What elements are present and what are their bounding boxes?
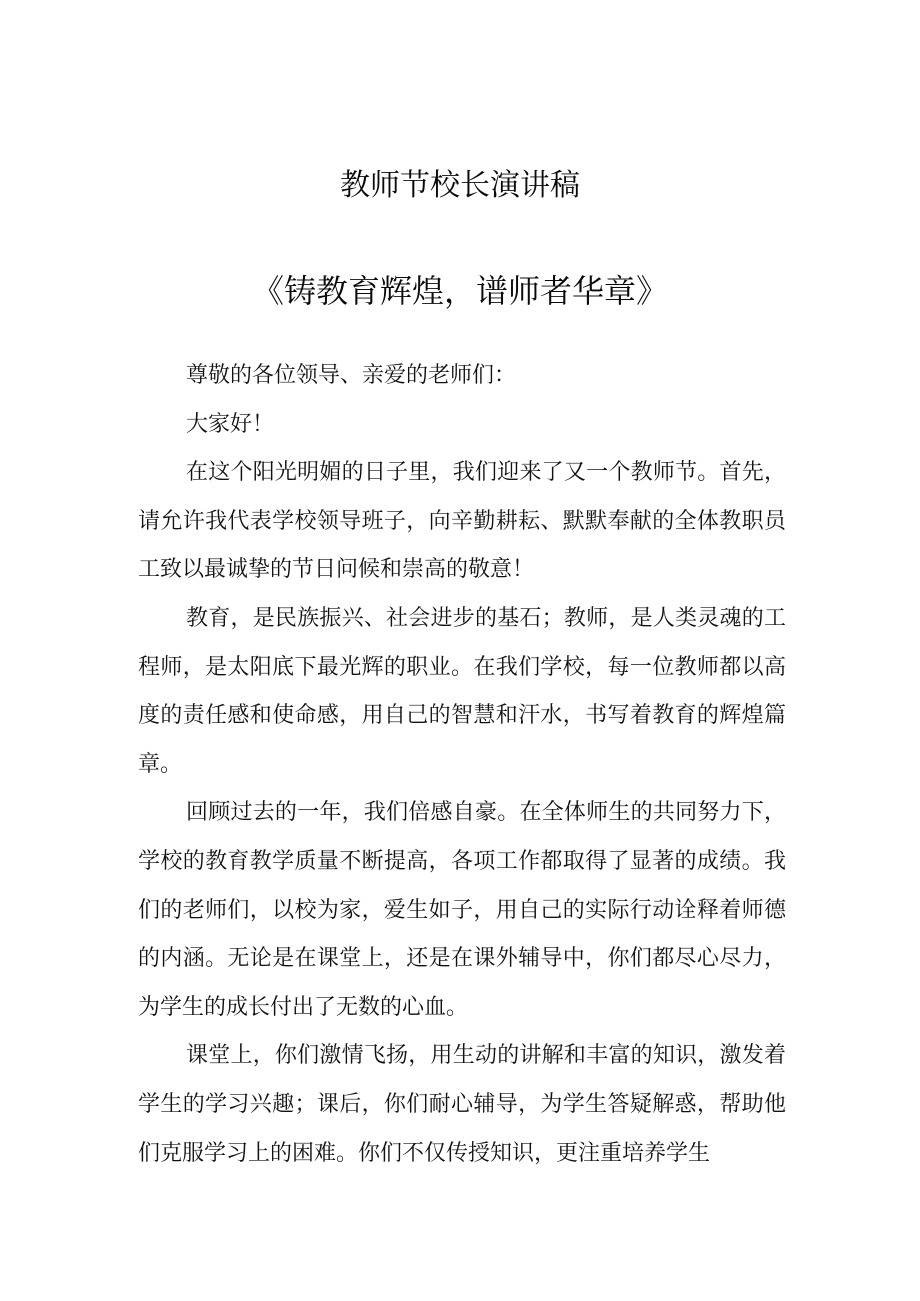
greeting: 大家好！ — [186, 411, 275, 437]
body-paragraph: 回顾过去的一年，我们倍感自豪。在全体师生的共同努力下，学校的教育教学质量不断提高，各项工作都取得了显著的成绩。我们的老师们，以校为家，爱生如子，用自己的实际行动诠释着师德的内涵。无论是在课堂上，还是在课外辅导中，你们都尽心尽力，为学生的成长付出了无数的心血。 — [138, 800, 786, 1020]
body-paragraph: 教育，是民族振兴、社会进步的基石；教师，是人类灵魂的工程师，是太阳底下最光辉的职业。在我们学校，每一位教师都以高度的责任感和使命感，用自己的智慧和汗水，书写着教育的辉煌篇章。 — [138, 605, 786, 777]
body-paragraph: 课堂上，你们激情飞扬，用生动的讲解和丰富的知识，激发着学生的学习兴趣；课后，你们耐心辅导，为学生答疑解惑，帮助他们克服学习上的困难。你们不仅传授知识，更注重培养学生 — [138, 1043, 786, 1166]
document-subtitle: 《铸教育辉煌，谱师者华章》 — [251, 272, 668, 310]
salutation: 尊敬的各位领导、亲爱的老师们： — [186, 363, 517, 388]
document-body — [138, 352, 786, 1178]
document-title: 教师节校长演讲稿 — [340, 168, 580, 203]
body-paragraph: 在这个阳光明媚的日子里，我们迎来了又一个教师节。首先，请允许我代表学校领导班子，向辛勤耕耘、默默奉献的全体教职员工致以最诚挚的节日问候和崇高的敬意！ — [138, 460, 786, 583]
